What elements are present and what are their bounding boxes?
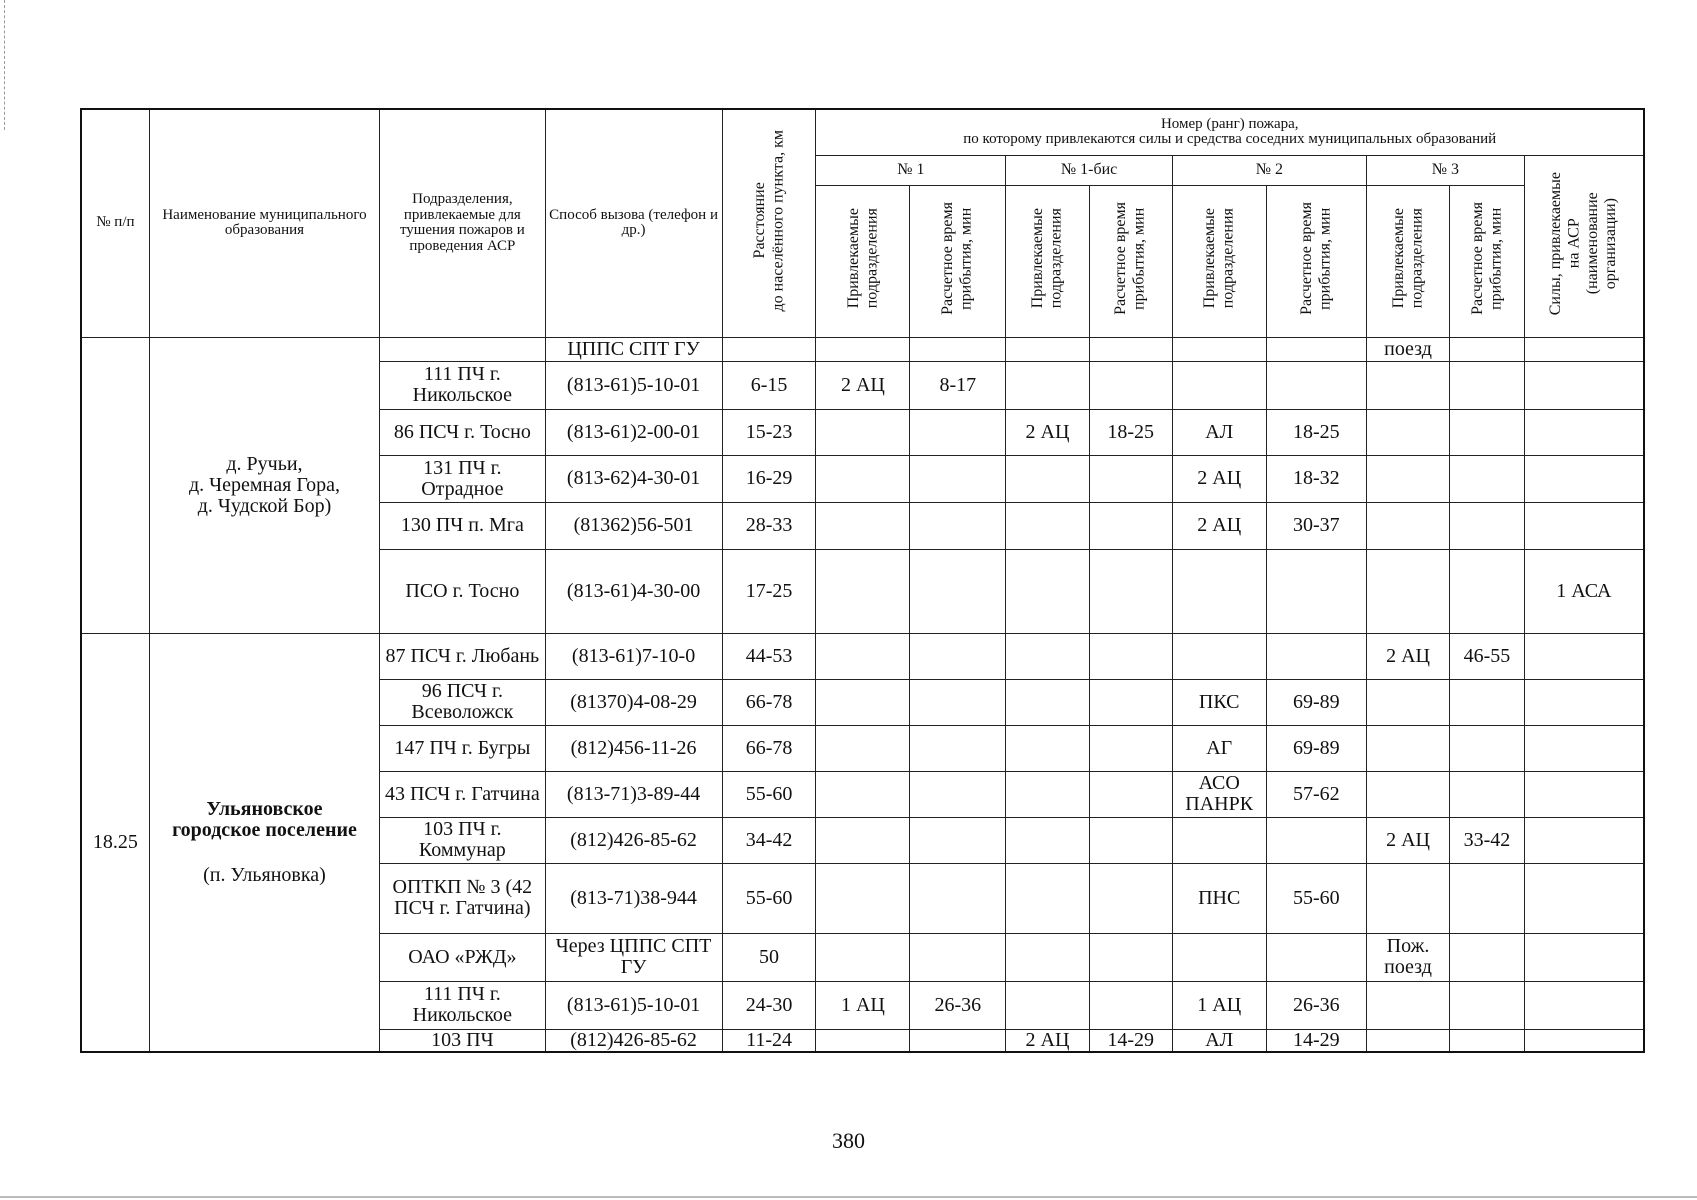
rank3-units-cell: 2 АЦ	[1366, 633, 1449, 679]
rank2-units-cell: АЛ	[1172, 409, 1266, 455]
unit-cell: 96 ПСЧ г. Всеволожск	[380, 679, 545, 725]
rank1bis-units-cell	[1006, 817, 1089, 863]
rank1-time-cell: 26-36	[910, 981, 1006, 1029]
rank2-time-cell: 55-60	[1266, 863, 1366, 933]
rank3-time-cell	[1450, 863, 1525, 933]
rank1-units-cell	[816, 1029, 910, 1052]
asr-cell	[1524, 725, 1644, 771]
rank1bis-time-cell: 18-25	[1089, 409, 1172, 455]
distance-cell: 28-33	[722, 502, 816, 549]
municipality-title: Ульяновское	[206, 797, 323, 820]
asr-cell	[1524, 361, 1644, 409]
rank2-time-cell	[1266, 933, 1366, 981]
unit-cell: ОПТКП № 3 (42 ПСЧ г. Гатчина)	[380, 863, 545, 933]
rank1bis-time-cell	[1089, 817, 1172, 863]
rank1bis-time-cell	[1089, 455, 1172, 502]
rank2-time-cell	[1266, 817, 1366, 863]
rank1bis-units-cell	[1006, 863, 1089, 933]
rank2-units-cell: ПНС	[1172, 863, 1266, 933]
rank1-time-cell	[910, 1029, 1006, 1052]
rank3-time-cell	[1450, 549, 1525, 633]
phone-cell: Через ЦППС СПТ ГУ	[545, 933, 722, 981]
rank3-units-cell	[1366, 863, 1449, 933]
distance-cell: 66-78	[722, 679, 816, 725]
distance-cell: 15-23	[722, 409, 816, 455]
rank1bis-time-cell	[1089, 863, 1172, 933]
phone-cell: ЦППС СПТ ГУ	[545, 337, 722, 361]
rank3-units-cell: 2 АЦ	[1366, 817, 1449, 863]
header-rank-line1: Номер (ранг) пожара,	[1160, 115, 1299, 132]
rank1-time-cell	[910, 863, 1006, 933]
rank1-units-cell: 1 АЦ	[816, 981, 910, 1029]
distance-cell: 17-25	[722, 549, 816, 633]
unit-cell: 103 ПЧ г. Коммунар	[380, 817, 545, 863]
rank1-time-cell	[910, 933, 1006, 981]
settlement-name: д. Чудской Бор)	[197, 494, 332, 517]
asr-cell	[1524, 633, 1644, 679]
rank3-units-cell	[1366, 1029, 1449, 1052]
phone-cell: (813-71)3-89-44	[545, 771, 722, 817]
rank3-units-cell	[1366, 455, 1449, 502]
page-number: 380	[832, 1128, 865, 1153]
rank1-time-cell	[910, 725, 1006, 771]
phone-cell: (813-61)7-10-0	[545, 633, 722, 679]
rank2-units-cell: АЛ	[1172, 1029, 1266, 1052]
rank2-time-cell	[1266, 361, 1366, 409]
rank1-units-cell	[816, 337, 910, 361]
row-number-cell: 18.25	[81, 633, 149, 1052]
header-rank-1: № 1	[816, 155, 1006, 185]
phone-cell: (813-61)5-10-01	[545, 361, 722, 409]
header-r1bis-time: Расчетное время прибытия, мин	[1089, 185, 1172, 337]
header-r1-time: Расчетное время прибытия, мин	[910, 185, 1006, 337]
header-units: Подразделения, привлекаемые для тушения пожаров и проведения АСР	[380, 109, 545, 337]
asr-cell	[1524, 679, 1644, 725]
scan-bottom-edge	[0, 1196, 1697, 1198]
rank3-time-cell	[1450, 361, 1525, 409]
header-r2-units: Привлекаемые подразделения	[1172, 185, 1266, 337]
unit-cell: 111 ПЧ г. Никольское	[380, 361, 545, 409]
rank1-units-cell	[816, 502, 910, 549]
unit-cell: 87 ПСЧ г. Любань	[380, 633, 545, 679]
scan-edge-mark	[0, 0, 5, 130]
rank1-units-cell	[816, 771, 910, 817]
rank3-time-cell	[1450, 771, 1525, 817]
rank1-units-cell	[816, 863, 910, 933]
distance-cell: 34-42	[722, 817, 816, 863]
asr-cell	[1524, 771, 1644, 817]
rank2-time-cell: 14-29	[1266, 1029, 1366, 1052]
rank3-units-cell	[1366, 771, 1449, 817]
rank1bis-time-cell	[1089, 981, 1172, 1029]
header-municipality: Наименование муниципального образования	[149, 109, 379, 337]
unit-cell: 111 ПЧ г. Никольское	[380, 981, 545, 1029]
asr-cell	[1524, 337, 1644, 361]
fire-response-table	[80, 108, 1645, 1053]
unit-cell: 43 ПСЧ г. Гатчина	[380, 771, 545, 817]
rank1-units-cell	[816, 409, 910, 455]
phone-cell: (81362)56-501	[545, 502, 722, 549]
asr-cell	[1524, 502, 1644, 549]
rank1bis-time-cell	[1089, 549, 1172, 633]
rank3-time-cell	[1450, 409, 1525, 455]
unit-cell: 130 ПЧ п. Мга	[380, 502, 545, 549]
header-rank-line2: по которому привлекаются силы и средства соседних муниципальных образований	[963, 131, 1497, 148]
header-rank-1bis: № 1-бис	[1006, 155, 1172, 185]
unit-cell: 103 ПЧ	[380, 1029, 545, 1052]
distance-cell: 55-60	[722, 863, 816, 933]
rank1bis-time-cell	[1089, 361, 1172, 409]
rank1bis-units-cell	[1006, 361, 1089, 409]
distance-cell: 24-30	[722, 981, 816, 1029]
distance-cell: 66-78	[722, 725, 816, 771]
rank1bis-time-cell	[1089, 502, 1172, 549]
header-r3-units: Привлекаемые подразделения	[1366, 185, 1449, 337]
table-row	[81, 337, 1644, 361]
rank1bis-time-cell	[1089, 337, 1172, 361]
rank1-time-cell: 8-17	[910, 361, 1006, 409]
rank3-time-cell	[1450, 933, 1525, 981]
rank2-time-cell: 69-89	[1266, 725, 1366, 771]
phone-cell: (812)426-85-62	[545, 817, 722, 863]
header-distance-line2: до населённого пункта, км	[769, 130, 787, 312]
rank3-time-cell	[1450, 981, 1525, 1029]
rank3-units-cell	[1366, 409, 1449, 455]
rank2-time-cell: 57-62	[1266, 771, 1366, 817]
header-num: № п/п	[81, 109, 149, 337]
rank2-time-cell: 26-36	[1266, 981, 1366, 1029]
municipality-title-line2: городское поселение	[172, 818, 357, 841]
rank1-time-cell	[910, 502, 1006, 549]
header-rank-3: № 3	[1366, 155, 1524, 185]
rank2-time-cell	[1266, 549, 1366, 633]
rank2-time-cell: 18-32	[1266, 455, 1366, 502]
unit-cell	[380, 337, 545, 361]
rank2-units-cell: 1 АЦ	[1172, 981, 1266, 1029]
rank1bis-units-cell	[1006, 502, 1089, 549]
unit-cell: 86 ПСЧ г. Тосно	[380, 409, 545, 455]
table-row	[81, 633, 1644, 679]
asr-cell	[1524, 863, 1644, 933]
rank1bis-time-cell	[1089, 679, 1172, 725]
rank3-units-cell: Пож. поезд	[1366, 933, 1449, 981]
phone-cell: (812)456-11-26	[545, 725, 722, 771]
rank1bis-units-cell	[1006, 633, 1089, 679]
rank1bis-time-cell	[1089, 633, 1172, 679]
rank1bis-units-cell	[1006, 337, 1089, 361]
rank3-time-cell	[1450, 725, 1525, 771]
distance-cell	[722, 337, 816, 361]
rank1-time-cell	[910, 337, 1006, 361]
rank1bis-time-cell: 14-29	[1089, 1029, 1172, 1052]
rank2-units-cell	[1172, 817, 1266, 863]
rank1-time-cell	[910, 771, 1006, 817]
rank2-units-cell: АСО ПАНРК	[1172, 771, 1266, 817]
rank3-units-cell	[1366, 725, 1449, 771]
rank2-time-cell	[1266, 337, 1366, 361]
rank1bis-units-cell	[1006, 455, 1089, 502]
rank3-units-cell	[1366, 679, 1449, 725]
rank1-units-cell	[816, 933, 910, 981]
rank3-units-cell	[1366, 549, 1449, 633]
rank1-time-cell	[910, 549, 1006, 633]
rank1bis-units-cell	[1006, 981, 1089, 1029]
rank1-units-cell	[816, 549, 910, 633]
rank1-time-cell	[910, 633, 1006, 679]
rank3-units-cell: поезд	[1366, 337, 1449, 361]
rank2-units-cell	[1172, 933, 1266, 981]
settlement-name: (п. Ульяновка)	[203, 863, 326, 886]
header-r2-time: Расчетное время прибытия, мин	[1266, 185, 1366, 337]
settlement-name: д. Черемная Гора,	[188, 473, 340, 496]
row-number-cell	[81, 337, 149, 633]
phone-cell: (81370)4-08-29	[545, 679, 722, 725]
rank3-time-cell	[1450, 679, 1525, 725]
rank3-units-cell	[1366, 502, 1449, 549]
header-rank	[816, 109, 1644, 155]
asr-cell	[1524, 817, 1644, 863]
rank1bis-time-cell	[1089, 933, 1172, 981]
rank2-units-cell: 2 АЦ	[1172, 502, 1266, 549]
unit-cell: ПСО г. Тосно	[380, 549, 545, 633]
rank2-units-cell: 2 АЦ	[1172, 455, 1266, 502]
rank3-units-cell	[1366, 361, 1449, 409]
rank3-time-cell	[1450, 455, 1525, 502]
header-distance	[722, 109, 816, 337]
rank1bis-units-cell: 2 АЦ	[1006, 1029, 1089, 1052]
rank2-units-cell: АГ	[1172, 725, 1266, 771]
header-r1bis-units: Привлекаемые подразделения	[1006, 185, 1089, 337]
rank2-time-cell: 18-25	[1266, 409, 1366, 455]
municipality-name-cell	[149, 337, 379, 633]
rank1-units-cell	[816, 679, 910, 725]
table-header	[81, 109, 1644, 337]
rank2-units-cell	[1172, 337, 1266, 361]
phone-cell: (813-61)4-30-00	[545, 549, 722, 633]
distance-cell: 6-15	[722, 361, 816, 409]
distance-cell: 16-29	[722, 455, 816, 502]
rank1bis-units-cell	[1006, 933, 1089, 981]
phone-cell: (812)426-85-62	[545, 1029, 722, 1052]
asr-cell	[1524, 455, 1644, 502]
rank1-time-cell	[910, 817, 1006, 863]
rank2-units-cell: ПКС	[1172, 679, 1266, 725]
rank1bis-units-cell	[1006, 549, 1089, 633]
rank1-time-cell	[910, 409, 1006, 455]
asr-cell	[1524, 409, 1644, 455]
unit-cell: 147 ПЧ г. Бугры	[380, 725, 545, 771]
header-asr: Силы, привлекаемые на АСР (наименование организации)	[1524, 155, 1644, 337]
distance-cell: 55-60	[722, 771, 816, 817]
asr-cell	[1524, 1029, 1644, 1052]
phone-cell: (813-62)4-30-01	[545, 455, 722, 502]
header-distance-line1: Расстояние	[750, 182, 768, 259]
asr-cell: 1 АСА	[1524, 549, 1644, 633]
rank3-time-cell	[1450, 337, 1525, 361]
rank2-time-cell: 30-37	[1266, 502, 1366, 549]
asr-cell	[1524, 933, 1644, 981]
distance-cell: 44-53	[722, 633, 816, 679]
rank1bis-units-cell: 2 АЦ	[1006, 409, 1089, 455]
rank3-time-cell	[1450, 502, 1525, 549]
phone-cell: (813-61)2-00-01	[545, 409, 722, 455]
rank3-units-cell	[1366, 981, 1449, 1029]
rank1-time-cell	[910, 455, 1006, 502]
rank1-units-cell: 2 АЦ	[816, 361, 910, 409]
asr-cell	[1524, 981, 1644, 1029]
rank1-units-cell	[816, 817, 910, 863]
rank2-time-cell: 69-89	[1266, 679, 1366, 725]
rank1bis-units-cell	[1006, 679, 1089, 725]
rank1bis-time-cell	[1089, 725, 1172, 771]
unit-cell: ОАО «РЖД»	[380, 933, 545, 981]
header-r1-units: Привлекаемые подразделения	[816, 185, 910, 337]
phone-cell: (813-71)38-944	[545, 863, 722, 933]
rank1-units-cell	[816, 633, 910, 679]
header-call-method: Способ вызова (телефон и др.)	[545, 109, 722, 337]
rank3-time-cell	[1450, 1029, 1525, 1052]
municipality-name-cell	[149, 633, 379, 1052]
header-r3-time: Расчетное время прибытия, мин	[1450, 185, 1525, 337]
rank2-units-cell	[1172, 361, 1266, 409]
table-body	[81, 337, 1644, 1052]
rank1bis-time-cell	[1089, 771, 1172, 817]
distance-cell: 50	[722, 933, 816, 981]
rank1-time-cell	[910, 679, 1006, 725]
rank2-units-cell	[1172, 633, 1266, 679]
rank2-units-cell	[1172, 549, 1266, 633]
header-rank-2: № 2	[1172, 155, 1366, 185]
rank3-time-cell: 33-42	[1450, 817, 1525, 863]
rank1bis-units-cell	[1006, 725, 1089, 771]
unit-cell: 131 ПЧ г. Отрадное	[380, 455, 545, 502]
settlement-name: д. Ручьи,	[226, 452, 303, 475]
distance-cell: 11-24	[722, 1029, 816, 1052]
rank1bis-units-cell	[1006, 771, 1089, 817]
rank1-units-cell	[816, 455, 910, 502]
rank3-time-cell: 46-55	[1450, 633, 1525, 679]
rank1-units-cell	[816, 725, 910, 771]
phone-cell: (813-61)5-10-01	[545, 981, 722, 1029]
rank2-time-cell	[1266, 633, 1366, 679]
